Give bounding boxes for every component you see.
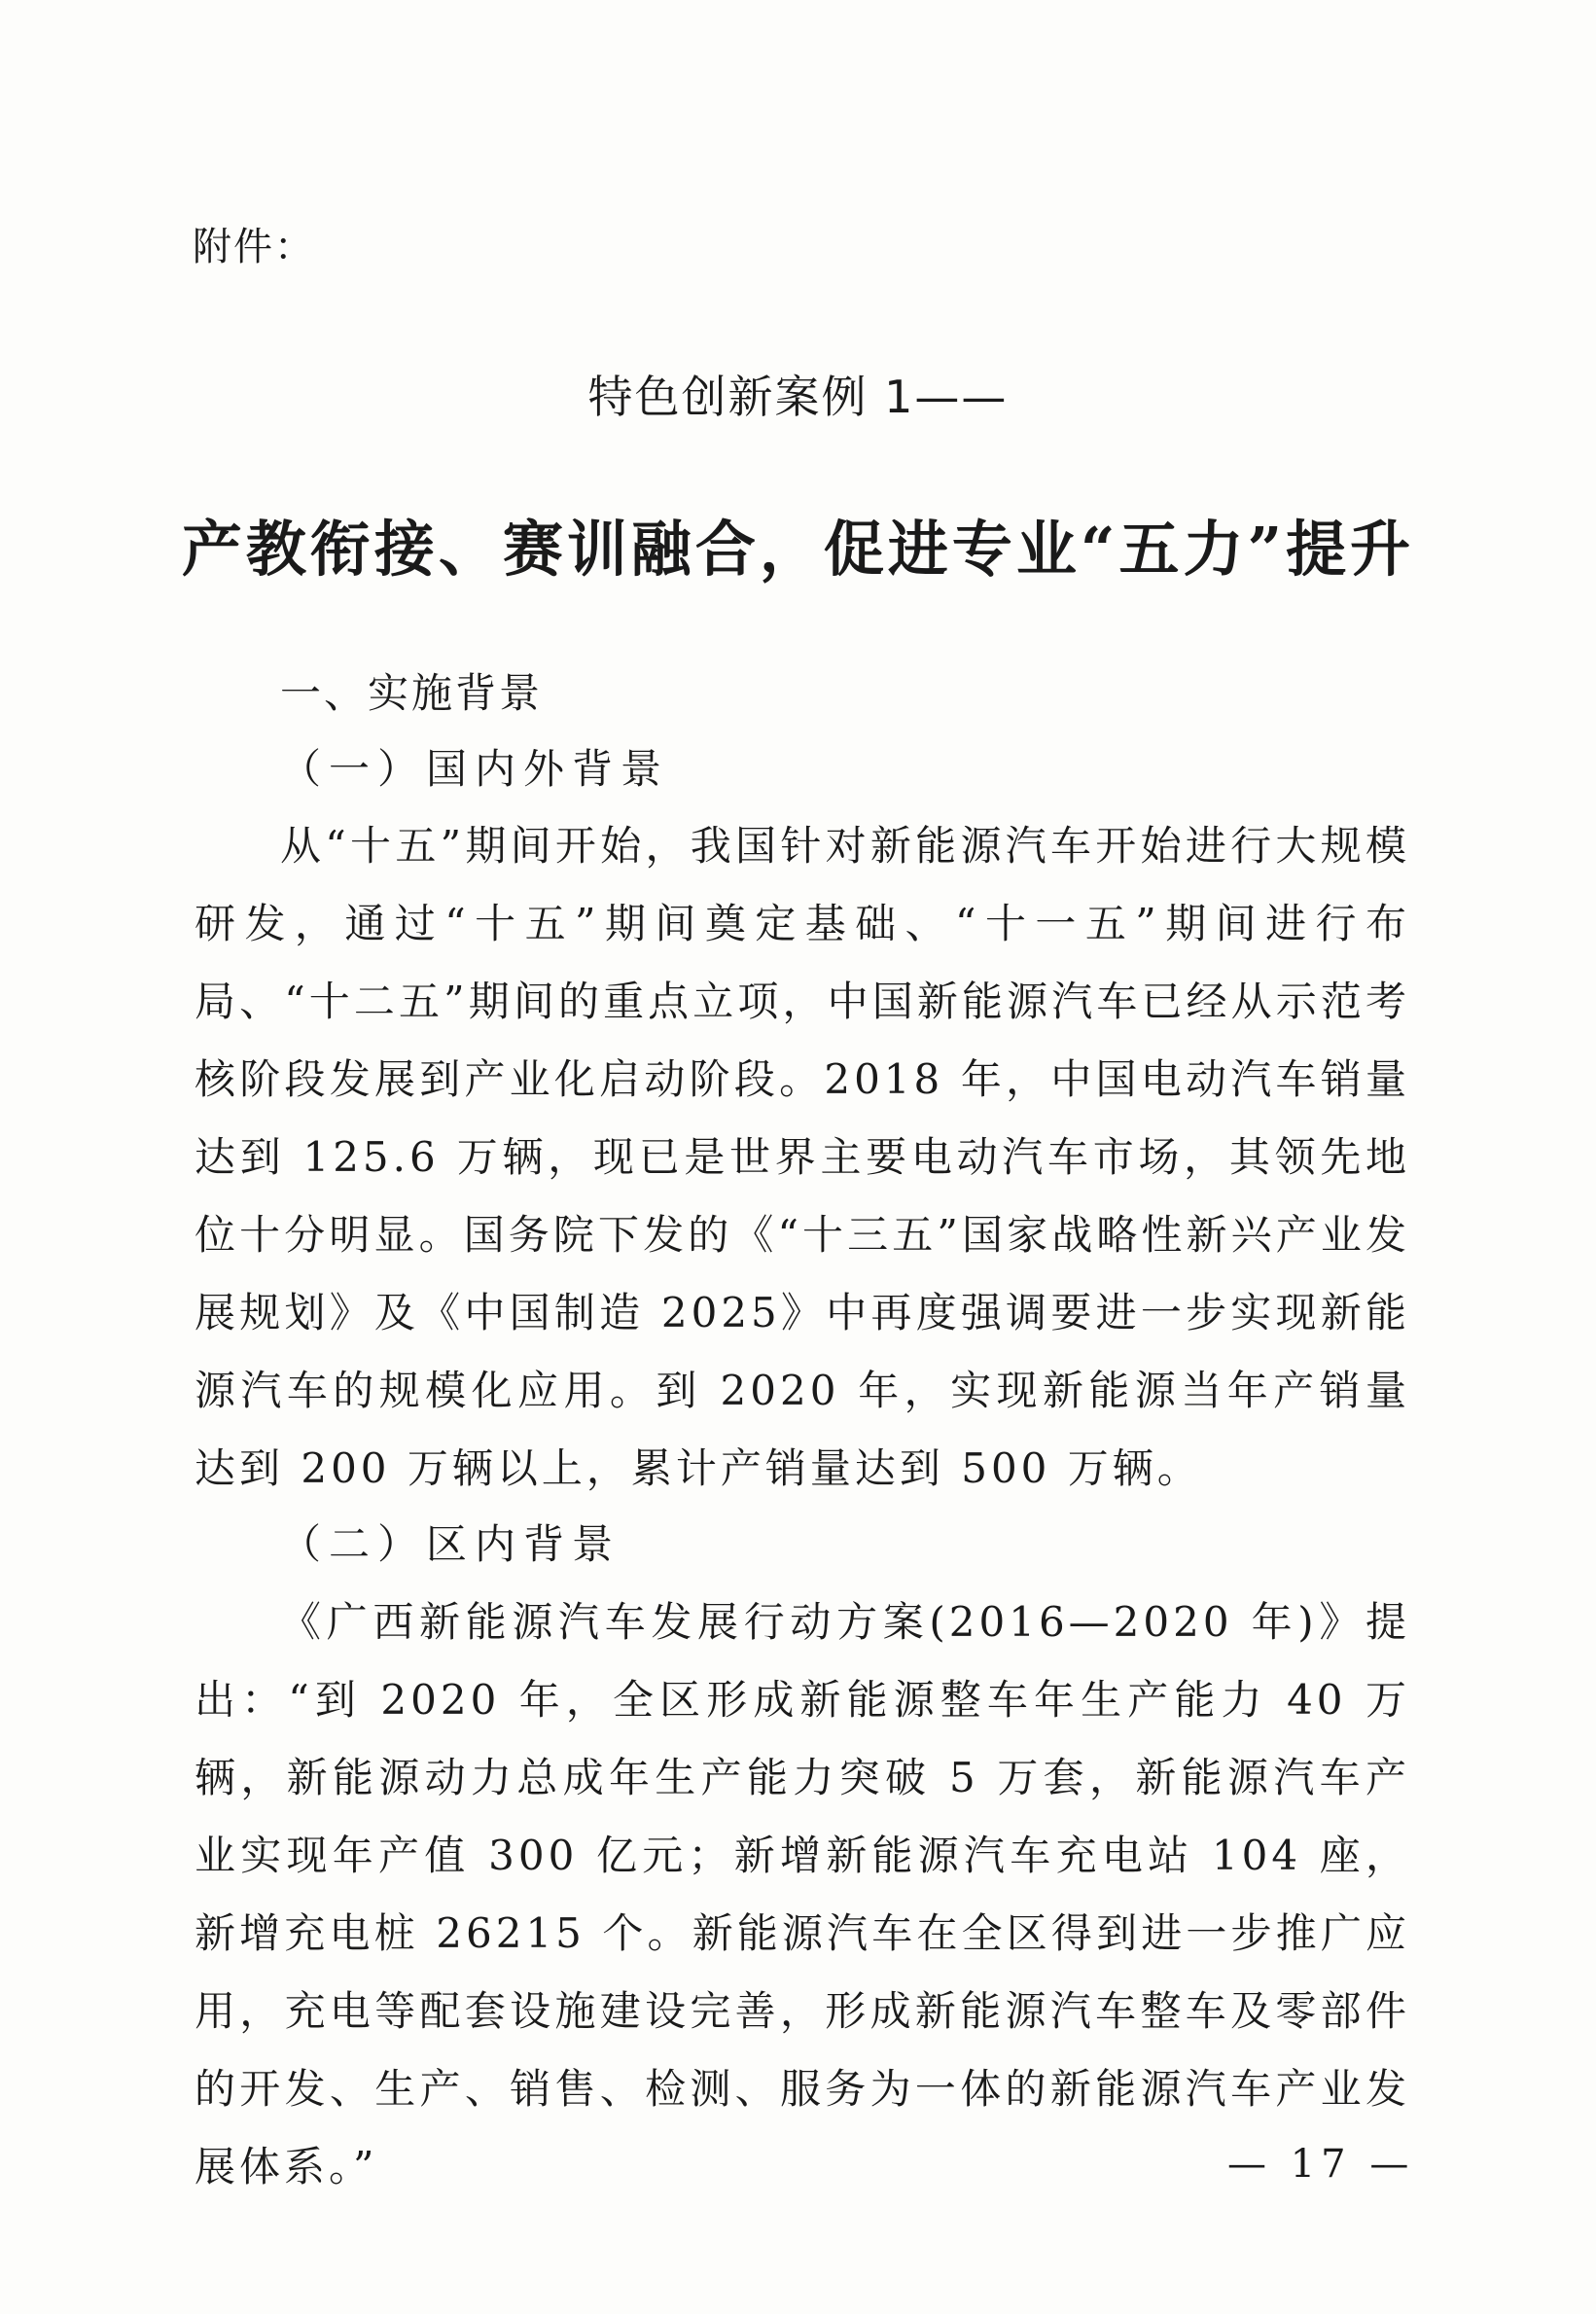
attachment-label: 附件： xyxy=(193,225,315,269)
document-title: 产教衔接、赛训融合，促进专业“五力”提升 xyxy=(181,514,1415,585)
case-label: 特色创新案例 1—— xyxy=(587,371,1009,423)
page-number: — 17 — xyxy=(1227,2142,1415,2187)
subsection-heading-regional: （二）区内背景 xyxy=(280,1520,621,1568)
subsection-heading-domestic: （一）国内外背景 xyxy=(280,745,670,793)
paragraph-domestic-background: 从“十五”期间开始，我国针对新能源汽车开始进行大规模研发，通过“十五”期间奠定基础、“十一五”期间进行布局、“十二五”期间的重点立项，中国新能源汽车已经从示范考核阶段发展到产业化启动阶段。2018 年，中国电动汽车销量达到 125.6 万辆，现已是世界主要电动汽车市场，其领先地位十分明显。国务院下发的《“十三五”国家战略性新兴产业发展规划》及《中国制造 2025》中再度强调要进一步实现新能源汽车的规模化应用。到 2020 年，实现新能源当年产销量达到 200 万辆以上，累计产销量达到 500 万辆。 xyxy=(195,822,1410,1492)
section-heading: 一、实施背景 xyxy=(280,669,544,717)
paragraph-regional-background: 《广西新能源汽车发展行动方案(2016—2020 年)》提出：“到 2020 年，全区形成新能源整车年生产能力 40 万辆，新能源动力总成年生产能力突破 5 万套，新能源汽车产业实现年产值 300 亿元；新增新能源汽车充电站 104 座，新增充电桩 26215 个。新能源汽车在全区得到进一步推广应用，充电等配套设施建设完善，形成新能源汽车整车及零部件的开发、生产、销售、检测、服务为一体的新能源汽车产业发展体系。” xyxy=(195,1598,1410,2190)
